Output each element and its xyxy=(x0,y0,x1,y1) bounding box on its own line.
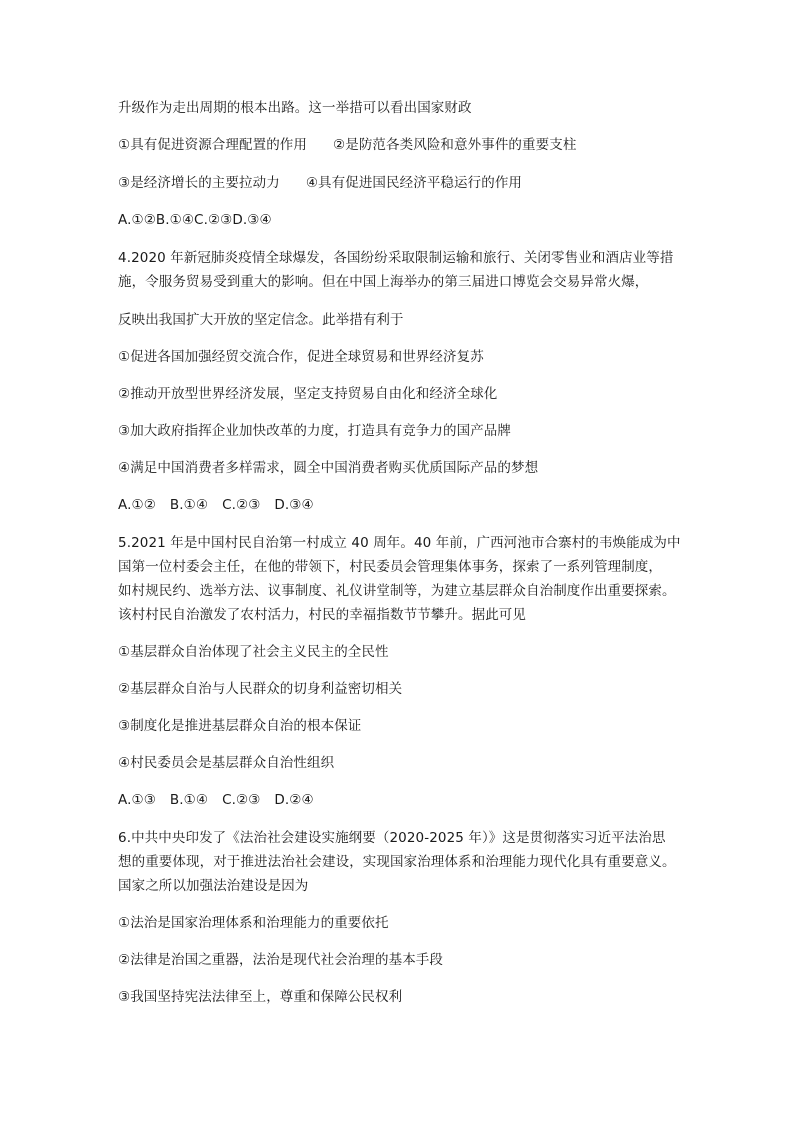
q5-answer-a: A.①③ xyxy=(118,792,156,808)
q5-option-3: ③制度化是推进基层群众自治的根本保证 xyxy=(118,718,362,734)
q6-stem-line-3: 国家之所以加强法治建设是因为 xyxy=(118,878,309,894)
q6-stem-line-2: 想的重要体现，对于推进法治社会建设，实现国家治理体系和治理能力现代化具有重要意义。 xyxy=(118,854,676,870)
q5-answers xyxy=(118,792,314,808)
q3-options-row-1 xyxy=(118,137,576,153)
q5-answer-b: B.①④ xyxy=(169,792,209,808)
q4-answer-a: A.①② xyxy=(118,497,156,513)
q5-stem-line-1: 5.2021 年是中国村民自治第一村成立 40 周年。40 年前，广西河池市合寨村的韦焕能成为中 xyxy=(118,535,681,551)
q4-option-1: ①促进各国加强经贸交流合作，促进全球贸易和世界经济复苏 xyxy=(118,349,484,365)
q3-option-2: ②是防范各类风险和意外事件的重要支柱 xyxy=(333,137,577,153)
q5-option-4: ④村民委员会是基层群众自治性组织 xyxy=(118,755,335,771)
q3-options-row-2 xyxy=(118,175,522,191)
q4-answers xyxy=(118,497,314,513)
q4-stem-line-2: 施，令服务贸易受到重大的影响。但在中国上海举办的第三届进口博览会交易异常火爆， xyxy=(118,274,649,290)
q6-option-2: ②法律是治国之重器，法治是现代社会治理的基本手段 xyxy=(118,952,444,968)
q4-option-2: ②推动开放型世界经济发展，坚定支持贸易自由化和经济全球化 xyxy=(118,386,498,402)
q5-option-1: ①基层群众自治体现了社会主义民主的全民性 xyxy=(118,644,389,660)
q6-option-1: ①法治是国家治理体系和治理能力的重要依托 xyxy=(118,915,389,931)
q3-option-1: ①具有促进资源合理配置的作用 xyxy=(118,137,308,153)
q5-answer-c: C.②③ xyxy=(222,792,261,808)
q6-option-3: ③我国坚持宪法法律至上，尊重和保障公民权利 xyxy=(118,989,403,1005)
q4-option-4: ④满足中国消费者多样需求，圆全中国消费者购买优质国际产品的梦想 xyxy=(118,460,539,476)
q5-stem-line-4: 该村村民自治激发了农村活力，村民的幸福指数节节攀升。据此可见 xyxy=(118,607,526,623)
q5-stem-line-2: 国第一位村委会主任，在他的带领下，村民委员会管理集体事务，探索了一系列管理制度， xyxy=(118,559,662,575)
q4-stem-line-1: 4.2020 年新冠肺炎疫情全球爆发，各国纷纷采取限制运输和旅行、关闭零售业和酒店业等措 xyxy=(118,250,674,266)
q4-option-3: ③加大政府指挥企业加快改革的力度，打造具有竞争力的国产品牌 xyxy=(118,423,512,439)
q5-stem-line-3: 如村规民约、选举方法、议事制度、礼仪讲堂制等，为建立基层群众自治制度作出重要探索。 xyxy=(118,583,676,599)
q5-option-2: ②基层群众自治与人民群众的切身利益密切相关 xyxy=(118,681,403,697)
q3-stem-tail: 升级作为走出周期的根本出路。这一举措可以看出国家财政 xyxy=(118,100,472,116)
q5-answer-d: D.②④ xyxy=(274,792,314,808)
q3-answers: A.①②B.①④C.②③D.③④ xyxy=(118,212,272,228)
q3-option-3: ③是经济增长的主要拉动力 xyxy=(118,175,280,191)
q6-stem-line-1: 6.中共中央印发了《法治社会建设实施纲要（2020-2025 年）》这是贯彻落实习近平法治思 xyxy=(118,830,666,846)
q4-answer-d: D.③④ xyxy=(274,497,314,513)
q3-option-4: ④具有促进国民经济平稳运行的作用 xyxy=(305,175,523,191)
q4-answer-c: C.②③ xyxy=(222,497,261,513)
q4-stem-line-3: 反映出我国扩大开放的坚定信念。此举措有利于 xyxy=(118,312,404,328)
q4-answer-b: B.①④ xyxy=(169,497,209,513)
